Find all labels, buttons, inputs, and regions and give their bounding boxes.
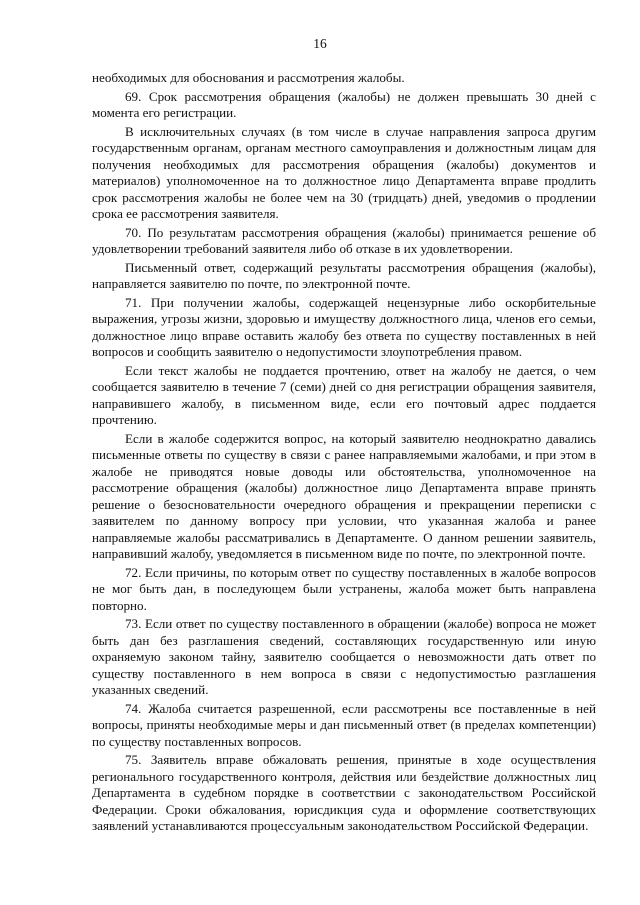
page-number: 16 (313, 36, 327, 51)
paragraph-70: 70. По результатам рассмотрения обращения (жалобы) принимается решение об удовлетворении требований заявителя либо об отказе в их удовлетворении. (92, 224, 596, 256)
paragraph-69-exceptions: В исключительных случаях (в том числе в случае направления запроса другим государственным органам, органам местного самоуправления и должностным лицам для получения необходимых для рассмотрения обращения (жалобы) документов и материалов) уполномоченное на то должностное лицо Департамента вправе продлить срок рассмотрения жалобы не более чем на 30 (тридцать) дней, уведомив о продлении срока ее рассмотрения заявителя. (92, 123, 596, 221)
paragraph-continuation: необходимых для обоснования и рассмотрения жалобы. (92, 70, 405, 85)
document-body (92, 70, 596, 837)
paragraph-73: 73. Если ответ по существу поставленного в обращении (жалобе) вопроса не может быть дан без разглашения сведений, составляющих государственную или иную охраняемую законом тайну, заявителю сообщается о невозможности дать ответ по существу поставленного в нем вопроса в связи с недопустимостью разглашения указанных сведений. (92, 616, 596, 697)
paragraph-69: 69. Срок рассмотрения обращения (жалобы) не должен превышать 30 дней с момента его регистрации. (92, 88, 596, 120)
paragraph-71-repeated: Если в жалобе содержится вопрос, на который заявителю неоднократно давались письменные ответы по существу в связи с ранее направляемыми жалобами, и при этом в жалобе не приводятся новые доводы или обстоятельства, уполномоченное на рассмотрение обращения (жалобы) должностное лицо Департамента вправе принять решение о безосновательности очередного обращения и прекращении переписки с заявителем по данному вопросу при условии, что указанная жалоба и ранее направляемые жалобы рассматривались в Департаменте. О данном решении заявитель, направивший жалобу, уведомляется в письменном виде по почте, по электронной почте. (92, 430, 596, 561)
paragraph-74: 74. Жалоба считается разрешенной, если рассмотрены все поставленные в ней вопросы, приняты необходимые меры и дан письменный ответ (в пределах компетенции) по существу поставленных вопросов. (92, 700, 596, 749)
paragraph-75: 75. Заявитель вправе обжаловать решения, принятые в ходе осуществления регионального государственного контроля, действия или бездействие должностных лиц Департамента в судебном порядке в соответствии с законодательством Российской Федерации. Сроки обжалования, юрисдикция суда и оформление соответствующих заявлений устанавливаются процессуальным законодательством Российской Федерации. (92, 752, 596, 833)
paragraph-70-written-response: Письменный ответ, содержащий результаты рассмотрения обращения (жалобы), направляется заявителю по почте, по электронной почте. (92, 259, 596, 291)
paragraph-72: 72. Если причины, по которым ответ по существу поставленных в жалобе вопросов не мог быть дан, в последующем были устранены, жалоба может быть направлена повторно. (92, 564, 596, 613)
paragraph-71: 71. При получении жалобы, содержащей нецензурные либо оскорбительные выражения, угрозы жизни, здоровью и имуществу должностного лица, членов его семьи, должностное лицо вправе оставить жалобу без ответа по существу поставленных в ней вопросов и сообщить заявителю о недопустимости злоупотребления правом. (92, 294, 596, 359)
paragraph-71-unreadable: Если текст жалобы не поддается прочтению, ответ на жалобу не дается, о чем сообщается заявителю в течение 7 (семи) дней со дня регистрации обращения заявителя, направившего жалобу, в письменном виде, если его почтовый адрес поддается прочтению. (92, 362, 596, 427)
